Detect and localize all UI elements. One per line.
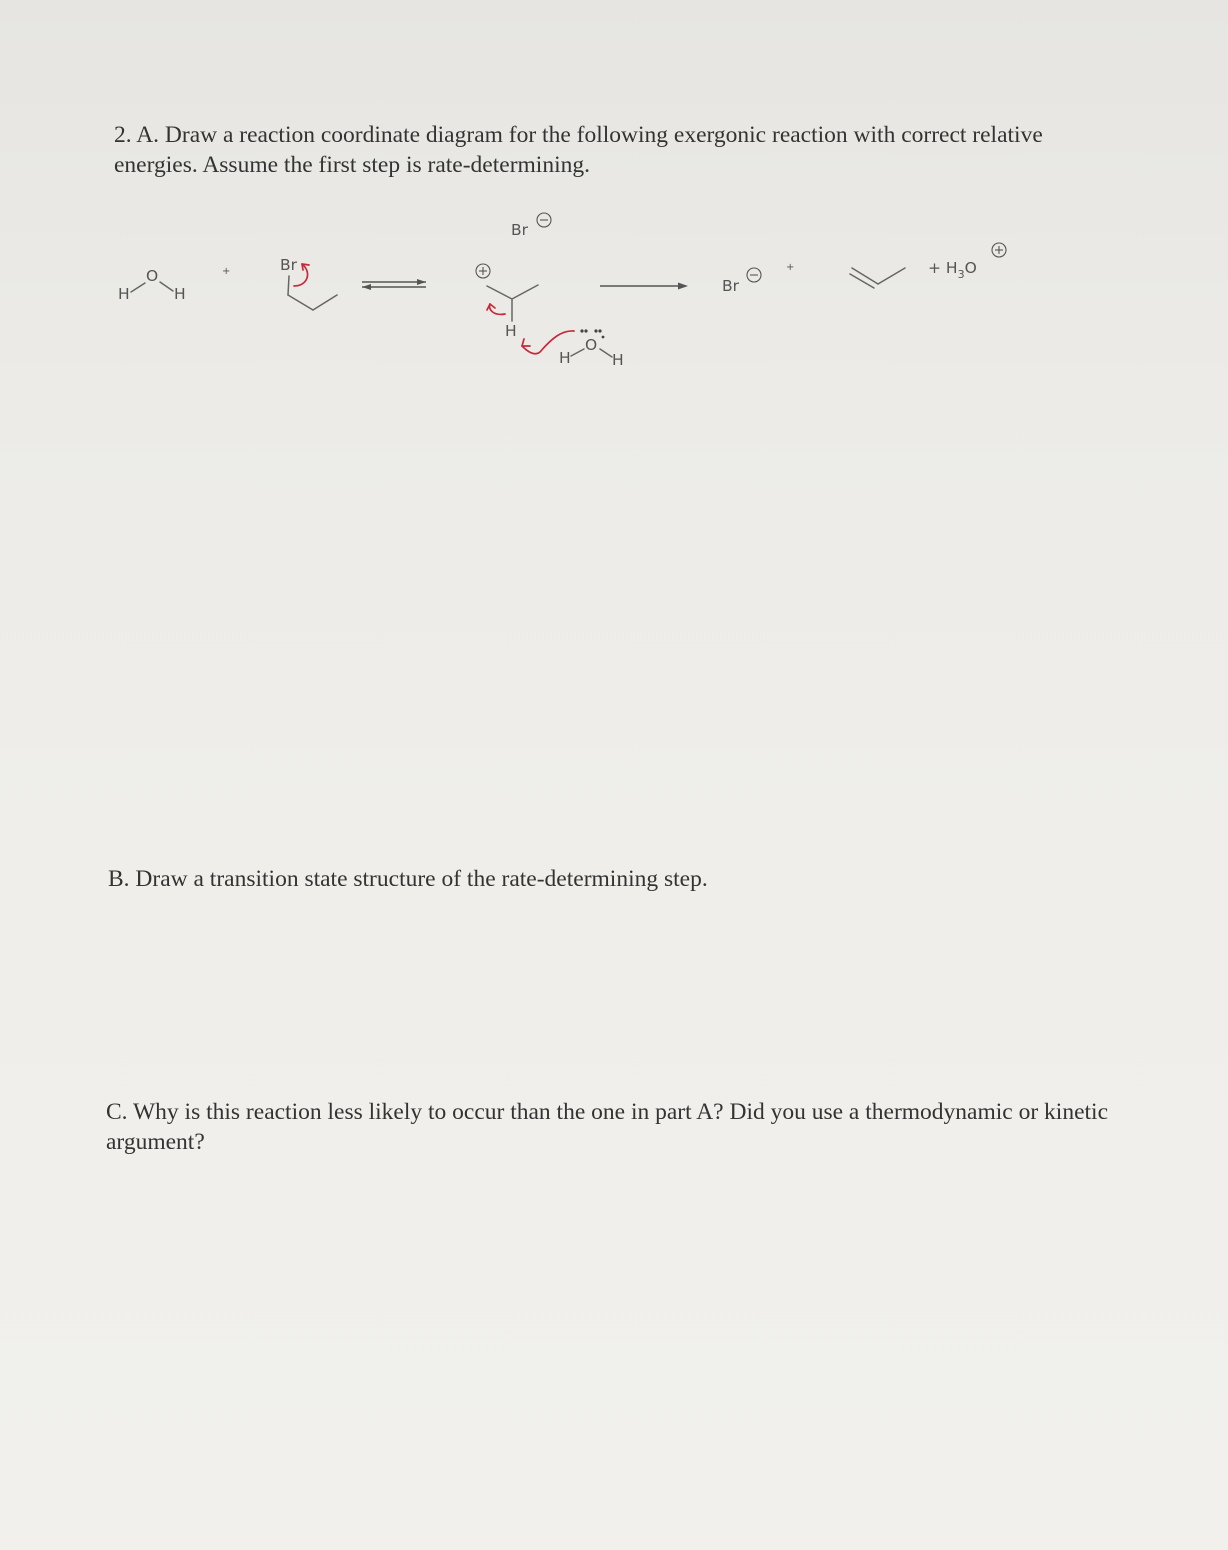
- plus-sign-1: +: [222, 266, 231, 277]
- water-oxygen: O: [146, 267, 159, 285]
- water-molecule: [118, 267, 186, 303]
- bromide-product: [722, 268, 761, 295]
- question-b-text: B. Draw a transition state structure of the rate-determining step.: [108, 866, 708, 892]
- alkene-product: [850, 268, 905, 288]
- water-bond-left: [131, 283, 145, 292]
- forward-arrow-icon: [600, 283, 688, 290]
- reaction-scheme: [0, 0, 1228, 400]
- carbocation-intermediate: [476, 213, 624, 369]
- question-a-text: 2. A. Draw a reaction coordinate diagram for the following exergonic reaction with correct relative energies. Assume the first step is rate-determining.: [114, 122, 1043, 178]
- alkyl-bromide-br: Br: [280, 256, 298, 274]
- equilibrium-arrow-icon: [362, 279, 426, 290]
- hydronium-product: [928, 243, 1006, 281]
- svg-text:+ H3O: + $H_3O$: [928, 259, 977, 281]
- alkyl-bromide-molecule: [280, 256, 337, 310]
- water-bond-right: [160, 282, 173, 291]
- product-bromide: Br: [722, 277, 740, 295]
- intermediate-h: H: [505, 322, 517, 340]
- water-h-right: H: [174, 285, 186, 303]
- water-h-left: H: [118, 285, 130, 303]
- base-water-h-right: H: [612, 351, 624, 369]
- intermediate-bromide: Br: [511, 221, 529, 239]
- plus-sign-2: +: [786, 262, 795, 273]
- base-water-h-left: H: [559, 349, 571, 367]
- question-c-text: C. Why is this reaction less likely to occur than the one in part A? Did you use a thermodynamic or kinetic argument?: [106, 1099, 1108, 1155]
- base-water-oxygen: O: [585, 336, 598, 354]
